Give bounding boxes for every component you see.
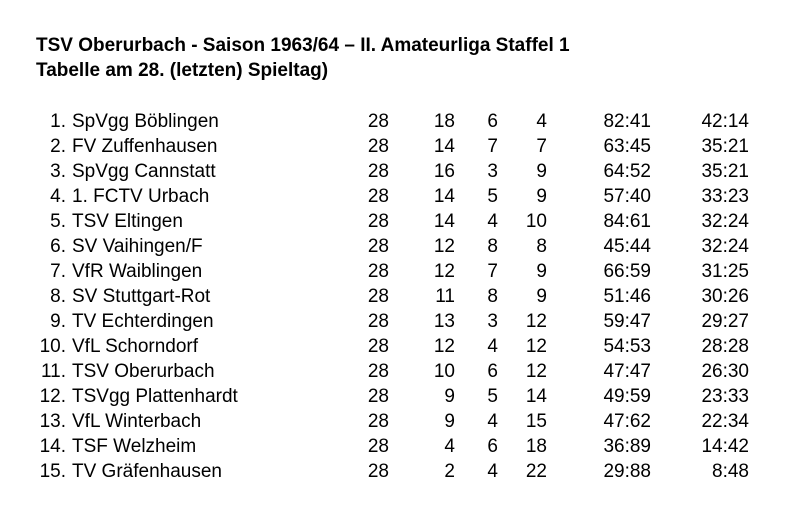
games-cell: 28 <box>367 136 389 157</box>
points-cell: 33:23 <box>701 186 749 207</box>
table-row <box>0 159 792 184</box>
draws-cell: 4 <box>487 211 498 232</box>
rank-cell: 14. <box>39 436 66 457</box>
goals-cell: 29:88 <box>603 461 651 482</box>
rank-cell: 12. <box>39 386 66 407</box>
rank-cell: 2. <box>50 136 66 157</box>
rank-cell: 1. <box>50 111 66 132</box>
wins-cell: 18 <box>433 111 455 132</box>
document-title: TSV Oberurbach - Saison 1963/64 – II. Amateurliga Staffel 1 <box>36 35 570 56</box>
team-cell: SpVgg Böblingen <box>72 111 219 132</box>
draws-cell: 5 <box>487 186 498 207</box>
points-cell: 29:27 <box>701 311 749 332</box>
points-cell: 28:28 <box>701 336 749 357</box>
team-cell: FV Zuffenhausen <box>72 136 218 157</box>
games-cell: 28 <box>367 236 389 257</box>
team-cell: VfR Waiblingen <box>72 261 203 282</box>
points-cell: 42:14 <box>701 111 749 132</box>
games-cell: 28 <box>367 261 389 282</box>
document-subtitle: Tabelle am 28. (letzten) Spieltag) <box>36 60 329 81</box>
wins-cell: 12 <box>433 236 455 257</box>
table-row <box>0 209 792 234</box>
team-cell: TSVgg Plattenhardt <box>72 386 238 407</box>
team-cell: TSF Welzheim <box>72 436 197 457</box>
table-row <box>0 284 792 309</box>
table-row <box>0 334 792 359</box>
team-cell: VfL Schorndorf <box>72 336 199 357</box>
table-row <box>0 409 792 434</box>
team-cell: SpVgg Cannstatt <box>72 161 216 182</box>
losses-cell: 10 <box>525 211 547 232</box>
wins-cell: 13 <box>433 311 455 332</box>
draws-cell: 4 <box>487 461 498 482</box>
rank-cell: 11. <box>40 361 66 382</box>
goals-cell: 64:52 <box>603 161 651 182</box>
rank-cell: 7. <box>50 261 66 282</box>
games-cell: 28 <box>367 361 389 382</box>
games-cell: 28 <box>367 386 389 407</box>
table-row <box>0 259 792 284</box>
goals-cell: 63:45 <box>603 136 651 157</box>
losses-cell: 8 <box>536 236 547 257</box>
goals-cell: 51:46 <box>603 286 651 307</box>
goals-cell: 36:89 <box>603 436 651 457</box>
team-cell: SV Vaihingen/F <box>72 236 203 257</box>
rank-cell: 13. <box>39 411 66 432</box>
table-row <box>0 234 792 259</box>
points-cell: 35:21 <box>701 136 749 157</box>
draws-cell: 6 <box>487 361 498 382</box>
wins-cell: 14 <box>433 211 455 232</box>
points-cell: 23:33 <box>701 386 749 407</box>
table-row <box>0 309 792 334</box>
team-cell: TV Echterdingen <box>72 311 214 332</box>
goals-cell: 47:62 <box>603 411 651 432</box>
losses-cell: 14 <box>525 386 547 407</box>
points-cell: 22:34 <box>701 411 749 432</box>
team-cell: SV Stuttgart-Rot <box>72 286 211 307</box>
wins-cell: 4 <box>444 436 455 457</box>
draws-cell: 7 <box>487 136 498 157</box>
goals-cell: 54:53 <box>603 336 651 357</box>
team-cell: 1. FCTV Urbach <box>72 186 210 207</box>
draws-cell: 6 <box>487 436 498 457</box>
points-cell: 35:21 <box>701 161 749 182</box>
table-row <box>0 134 792 159</box>
losses-cell: 12 <box>525 311 547 332</box>
goals-cell: 47:47 <box>603 361 651 382</box>
losses-cell: 9 <box>536 161 547 182</box>
losses-cell: 22 <box>525 461 547 482</box>
goals-cell: 59:47 <box>603 311 651 332</box>
rank-cell: 3. <box>50 161 66 182</box>
team-cell: TSV Oberurbach <box>72 361 215 382</box>
games-cell: 28 <box>367 111 389 132</box>
table-row <box>0 184 792 209</box>
points-cell: 8:48 <box>712 461 749 482</box>
games-cell: 28 <box>367 336 389 357</box>
wins-cell: 16 <box>433 161 455 182</box>
goals-cell: 57:40 <box>603 186 651 207</box>
goals-cell: 84:61 <box>603 211 651 232</box>
table-row <box>0 109 792 134</box>
losses-cell: 12 <box>525 336 547 357</box>
points-cell: 31:25 <box>701 261 749 282</box>
games-cell: 28 <box>367 186 389 207</box>
wins-cell: 14 <box>433 186 455 207</box>
rank-cell: 8. <box>50 286 66 307</box>
games-cell: 28 <box>367 286 389 307</box>
goals-cell: 49:59 <box>603 386 651 407</box>
losses-cell: 7 <box>536 136 547 157</box>
losses-cell: 18 <box>525 436 547 457</box>
draws-cell: 3 <box>487 311 498 332</box>
rank-cell: 10. <box>39 336 66 357</box>
wins-cell: 11 <box>435 286 455 307</box>
rank-cell: 15. <box>39 461 66 482</box>
draws-cell: 8 <box>487 236 498 257</box>
games-cell: 28 <box>367 411 389 432</box>
losses-cell: 15 <box>525 411 547 432</box>
wins-cell: 9 <box>444 411 455 432</box>
team-cell: TSV Eltingen <box>72 211 183 232</box>
games-cell: 28 <box>367 461 389 482</box>
table-row <box>0 434 792 459</box>
rank-cell: 5. <box>50 211 66 232</box>
losses-cell: 9 <box>536 186 547 207</box>
rank-cell: 6. <box>50 236 66 257</box>
wins-cell: 14 <box>433 136 455 157</box>
draws-cell: 6 <box>487 111 498 132</box>
wins-cell: 2 <box>444 461 455 482</box>
games-cell: 28 <box>367 161 389 182</box>
wins-cell: 12 <box>433 261 455 282</box>
draws-cell: 5 <box>487 386 498 407</box>
losses-cell: 12 <box>525 361 547 382</box>
rank-cell: 9. <box>50 311 66 332</box>
losses-cell: 9 <box>536 286 547 307</box>
draws-cell: 3 <box>487 161 498 182</box>
draws-cell: 7 <box>487 261 498 282</box>
games-cell: 28 <box>367 311 389 332</box>
table-row <box>0 459 792 484</box>
points-cell: 32:24 <box>701 211 749 232</box>
goals-cell: 82:41 <box>603 111 651 132</box>
draws-cell: 4 <box>487 336 498 357</box>
losses-cell: 9 <box>536 261 547 282</box>
losses-cell: 4 <box>536 111 547 132</box>
draws-cell: 4 <box>487 411 498 432</box>
games-cell: 28 <box>367 436 389 457</box>
wins-cell: 12 <box>433 336 455 357</box>
team-cell: VfL Winterbach <box>72 411 202 432</box>
team-cell: TV Gräfenhausen <box>72 461 222 482</box>
points-cell: 32:24 <box>701 236 749 257</box>
points-cell: 14:42 <box>701 436 749 457</box>
table-row <box>0 359 792 384</box>
goals-cell: 45:44 <box>603 236 651 257</box>
wins-cell: 10 <box>433 361 455 382</box>
points-cell: 26:30 <box>701 361 749 382</box>
goals-cell: 66:59 <box>603 261 651 282</box>
wins-cell: 9 <box>444 386 455 407</box>
games-cell: 28 <box>367 211 389 232</box>
table-row <box>0 384 792 409</box>
draws-cell: 8 <box>487 286 498 307</box>
league-table <box>0 109 792 484</box>
points-cell: 30:26 <box>701 286 749 307</box>
rank-cell: 4. <box>50 186 66 207</box>
